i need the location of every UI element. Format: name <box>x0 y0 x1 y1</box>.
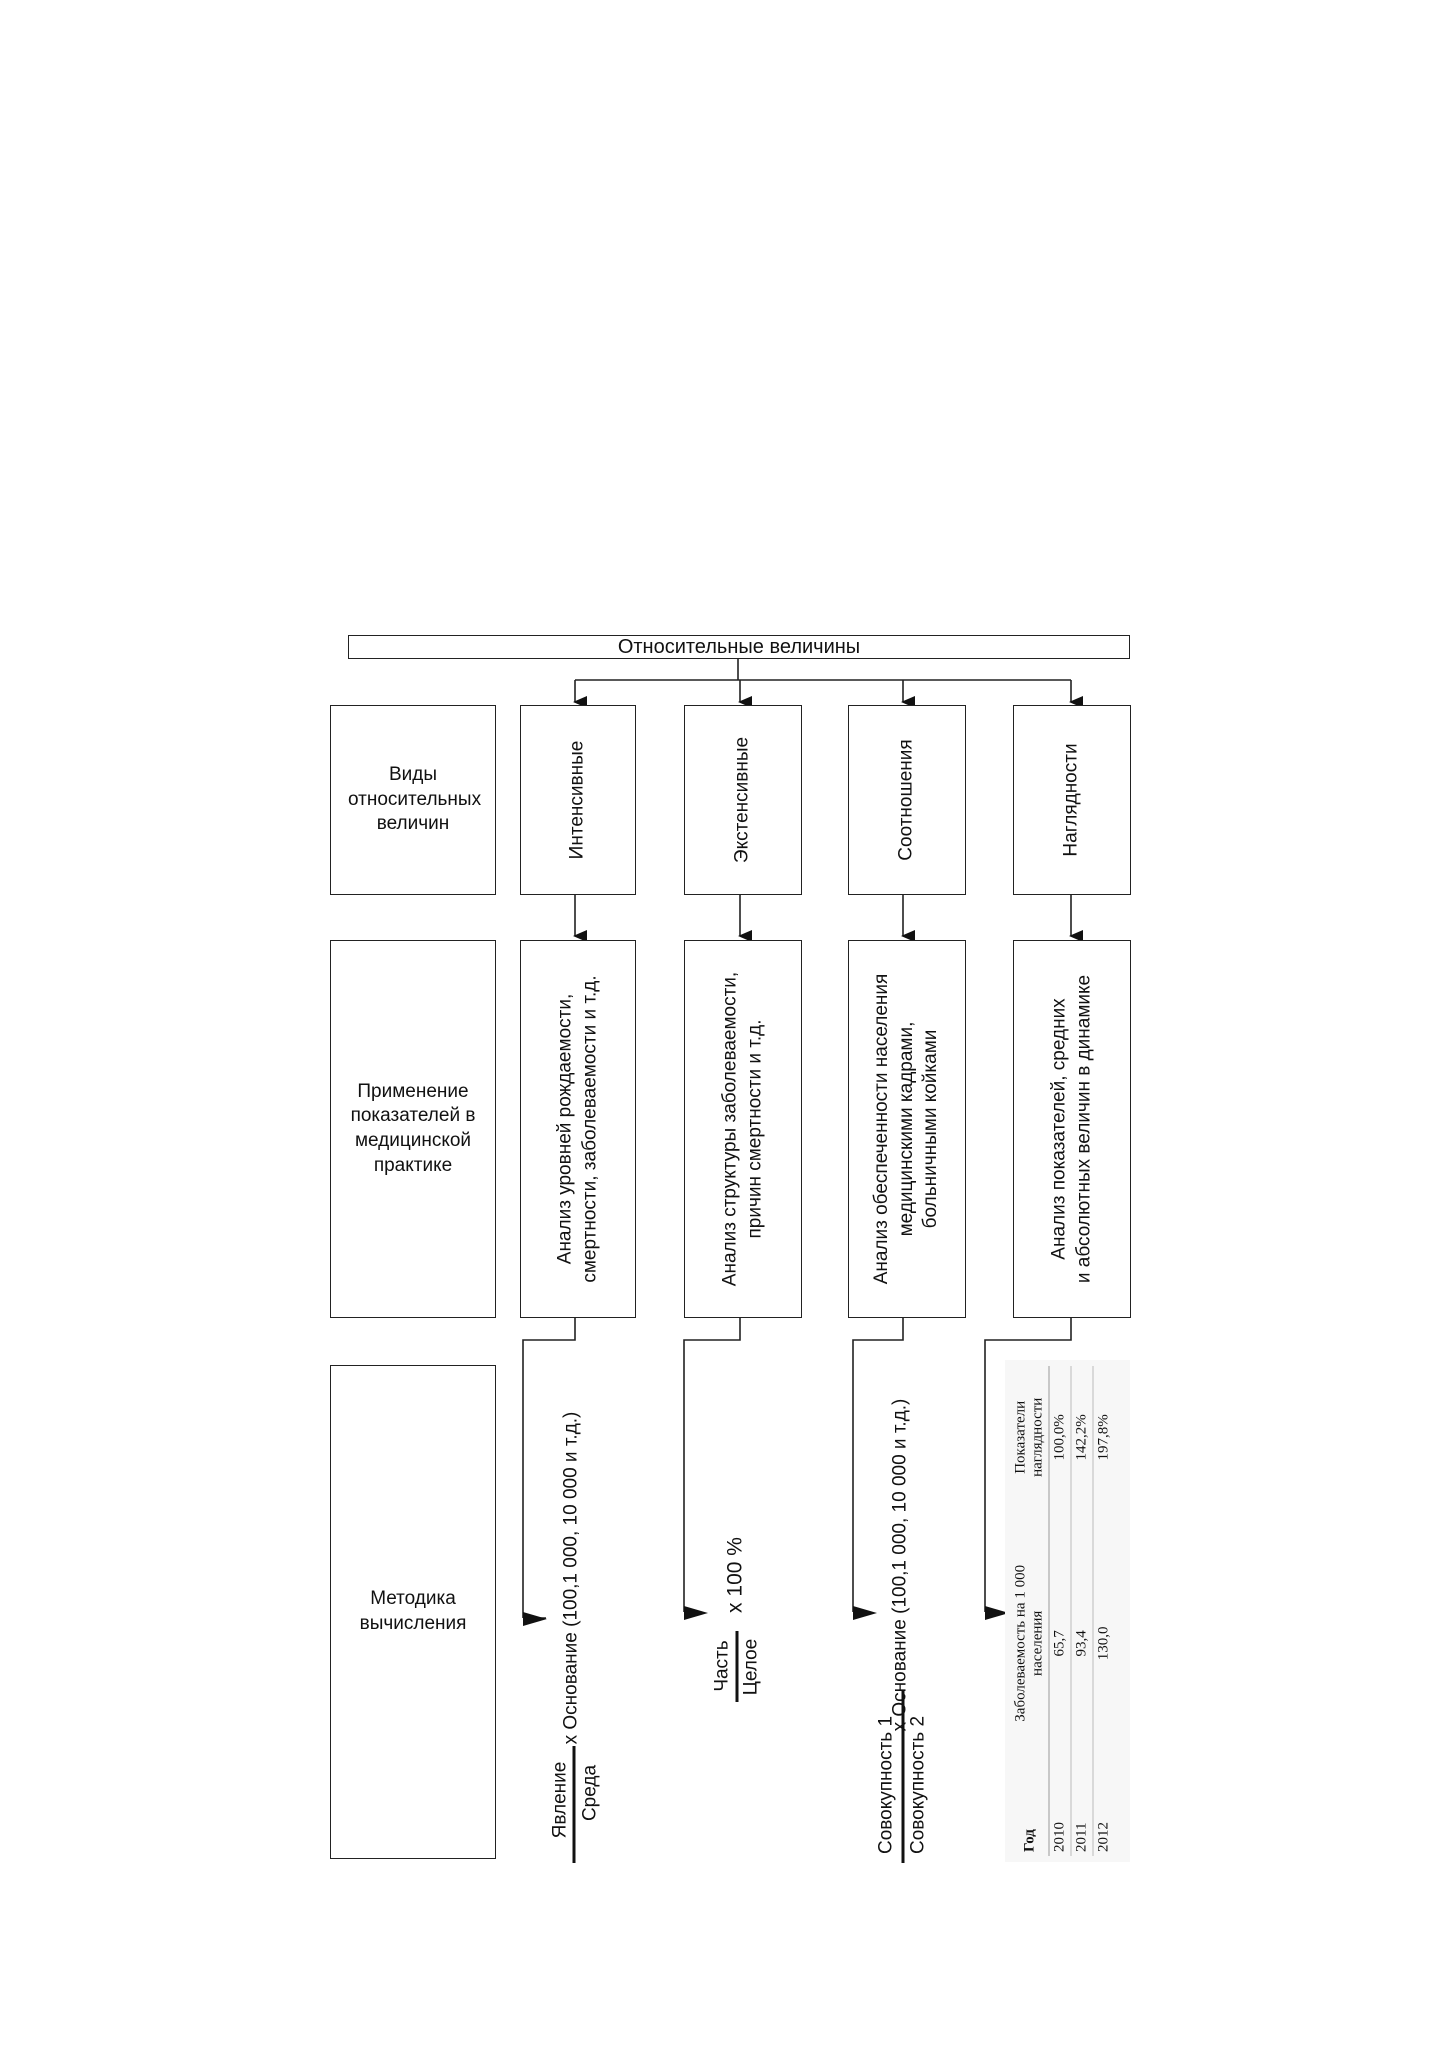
formula-ratio-numerator: Совокупность 1 <box>875 1715 897 1855</box>
row-label-types-box <box>330 705 496 895</box>
formula-intensive-numerator: Явление <box>549 1761 571 1839</box>
type-box-intensive <box>520 705 636 895</box>
formula-extensive-denominator: Целое <box>740 1638 762 1696</box>
table-row: 2012 130,0 197,8% <box>1095 1414 1111 1852</box>
application-intensive: Анализ уровней рождаемости, смертности, заболеваемости и т.д. <box>554 975 600 1283</box>
row-label-method: Методика вычисления <box>359 1588 467 1634</box>
table-header-rate: Заболеваемость на 1 000 населения <box>1012 1564 1045 1722</box>
type-box-ratio <box>848 705 966 895</box>
example-table <box>1010 1366 1125 1856</box>
application-box-extensive <box>684 940 802 1318</box>
type-ratio: Соотношения <box>895 739 917 861</box>
diagram-title: Относительные величины <box>617 636 861 658</box>
formula-intensive-denominator: Среда <box>579 1764 601 1822</box>
type-box-visual <box>1013 705 1131 895</box>
application-ratio: Анализ обеспеченности населения медицинскими кадрами, больничными койками <box>870 973 942 1285</box>
arrowhead-intensive <box>523 1612 547 1626</box>
formula-ratio-multiplier: х Основание (100,1 000, 10 000 и т.д.) <box>889 1398 911 1732</box>
application-box-intensive <box>520 940 636 1318</box>
visual-table <box>1010 1366 1114 1856</box>
type-extensive: Экстенсивные <box>731 736 753 864</box>
type-intensive: Интенсивные <box>566 740 588 860</box>
row-label-application-box <box>330 940 496 1318</box>
row-label-application: Применение показателей в медицинской практике <box>350 1080 476 1176</box>
formula-extensive-multiplier: х 100 % <box>723 1537 747 1613</box>
application-visual: Анализ показателей, средних и абсолютных величин в динамике <box>1048 974 1094 1284</box>
title-box <box>348 635 1130 659</box>
application-box-visual <box>1013 940 1131 1318</box>
formula-extensive-numerator: Часть <box>711 1640 733 1692</box>
table-header-year: Год <box>1020 1829 1037 1852</box>
table-row: 2011 93,4 142,2% <box>1071 1366 1093 1856</box>
arrowhead-extensive <box>684 1606 708 1620</box>
application-extensive: Анализ структуры заболеваемости, причин смертности и т.д. <box>719 971 765 1287</box>
formula-ratio-denominator: Совокупность 2 <box>907 1715 929 1855</box>
row-label-method-box <box>330 1365 496 1859</box>
table-row: 2010 65,7 100,0% <box>1049 1366 1071 1856</box>
formula-intensive-multiplier: х Основание (100,1 000, 10 000 и т.д.) <box>560 1411 582 1745</box>
arrowhead-ratio <box>853 1606 877 1620</box>
table-header-index: Показатели наглядности <box>1012 1397 1045 1477</box>
type-box-extensive <box>684 705 802 895</box>
row-label-types: Виды относительных величин <box>348 763 482 835</box>
application-box-ratio <box>848 940 966 1318</box>
type-visual: Наглядности <box>1060 743 1082 857</box>
example-table-container <box>1005 1360 1130 1862</box>
